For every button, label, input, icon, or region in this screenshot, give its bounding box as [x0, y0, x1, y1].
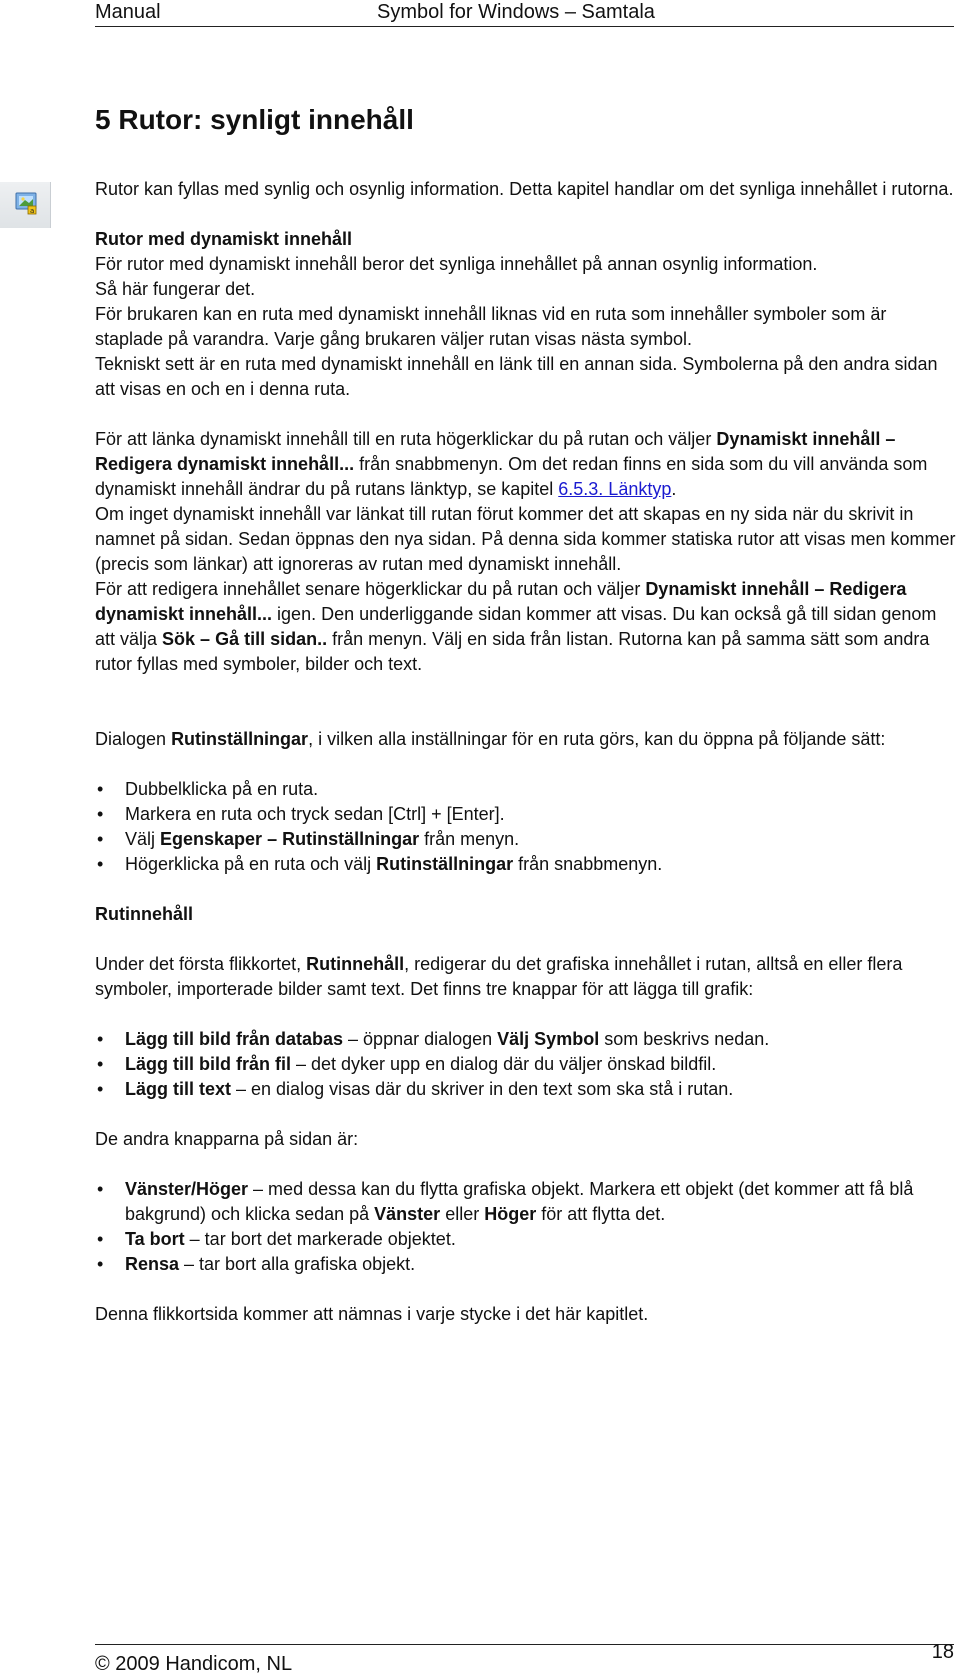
list-item: • Dubbelklicka på en ruta. — [95, 777, 957, 802]
list-item: • Lägg till text – en dialog visas där du skriver in den text som ska stå i rutan. — [95, 1077, 957, 1102]
other-buttons-paragraph: De andra knapparna på sidan är: — [95, 1129, 359, 1149]
page-header — [95, 0, 954, 27]
link-paragraph: För att länka dynamiskt innehåll till en ruta högerklickar du på rutan och väljer Dynamiskt innehåll – Redigera dynamiskt innehåll... från snabbmenyn. Om det redan finns en sida som du vill använda som dynamiskt innehåll ändrar du på rutans länktyp, se kapitel 6.5.3. Länktyp. — [95, 429, 928, 499]
list-item: • Vänster/Höger – med dessa kan du flytta grafiska objekt. Markera ett objekt (det kommer att få blå bakgrund) och klicka sedan på Vänster eller Höger för att flytta det. — [95, 1177, 957, 1227]
picture-icon — [0, 182, 50, 228]
dynamic-paragraph-3: För brukaren kan en ruta med dynamiskt innehåll liknas vid en ruta som innehåller symboler som är staplade på varandra. Varje gång brukaren väljer rutan visas nästa symbol. — [95, 304, 887, 349]
section-title-dynamic: Rutor med dynamiskt innehåll — [95, 229, 353, 249]
list-item: • Högerklicka på en ruta och välj Rutinställningar från snabbmenyn. — [95, 852, 957, 877]
rutinnehall-paragraph: Under det första flikkortet, Rutinnehåll, redigerar du det grafiska innehållet i rutan, alltså en eller flera symboler, importerade bilder samt text. Det finns tre knappar för att lägga till grafik: — [95, 954, 903, 999]
list-item: • Lägg till bild från fil – det dyker upp en dialog där du väljer önskad bildfil. — [95, 1052, 957, 1077]
header-document-title: Symbol for Windows – Samtala — [377, 1, 655, 23]
footer-rule — [95, 1644, 954, 1645]
chapter-heading: 5 Rutor: synligt innehåll — [95, 104, 414, 135]
list-item: • Markera en ruta och tryck sedan [Ctrl] + [Enter]. — [95, 802, 957, 827]
menu-path-bold: Dynamiskt innehåll – Redigera dynamiskt innehåll... — [95, 429, 896, 474]
page-content — [95, 100, 957, 1327]
svg-text:a: a — [30, 207, 35, 215]
closing-paragraph: Denna flikkortsida kommer att nämnas i varje stycke i det här kapitlet. — [95, 1304, 649, 1324]
footer-copyright: © 2009 Handicom, NL — [95, 1653, 293, 1675]
add-graphics-list — [95, 1027, 957, 1102]
list-item: • Ta bort – tar bort det markerade objektet. — [95, 1227, 957, 1252]
list-item: • Välj Egenskaper – Rutinställningar från menyn. — [95, 827, 957, 852]
no-link-paragraph: Om inget dynamiskt innehåll var länkat till rutan förut kommer det att skapas en ny sida när du skrivit in namnet på sidan. Sedan öppnas den nya sidan. På denna sida kommer statiska rutor att visas men kommer (precis som länkar) att ignoreras av rutan med dynamiskt innehåll. — [95, 504, 956, 574]
section-title-rutinnehall: Rutinnehåll — [95, 904, 193, 924]
chapter-link[interactable]: 6.5.3. Länktyp — [558, 479, 672, 499]
page-number: 18 — [931, 1641, 954, 1663]
dynamic-paragraph-4: Tekniskt sett är en ruta med dynamiskt innehåll en länk till en annan sida. Symbolerna på den andra sidan att visas en och en i denna ruta. — [95, 354, 938, 399]
buttons-list — [95, 1177, 957, 1277]
dialog-paragraph: Dialogen Rutinställningar, i vilken alla inställningar för en ruta görs, kan du öppna på följande sätt: — [95, 729, 886, 749]
dynamic-paragraph-2: Så här fungerar det. — [95, 279, 256, 299]
margin-icon — [0, 182, 51, 228]
open-dialog-list — [95, 777, 957, 877]
edit-paragraph: För att redigera innehållet senare högerklickar du på rutan och väljer Dynamiskt innehåll – Redigera dynamiskt innehåll... igen. Den underliggande sidan kommer att visas. Du kan också gå till sidan genom att välja Sök – Gå till sidan.. från menyn. Välj en sida från listan. Rutorna kan på samma sätt som andra rutor fyllas med symboler, bilder och text. — [95, 579, 937, 674]
intro-paragraph: Rutor kan fyllas med synlig och osynlig information. Detta kapitel handlar om det synliga innehållet i rutorna. — [95, 179, 954, 199]
dynamic-paragraph-1: För rutor med dynamiskt innehåll beror det synliga innehållet på annan osynlig information. — [95, 254, 818, 274]
list-item: • Rensa – tar bort alla grafiska objekt. — [95, 1252, 957, 1277]
list-item: • Lägg till bild från databas – öppnar dialogen Välj Symbol som beskrivs nedan. — [95, 1027, 957, 1052]
header-manual: Manual — [95, 1, 161, 23]
